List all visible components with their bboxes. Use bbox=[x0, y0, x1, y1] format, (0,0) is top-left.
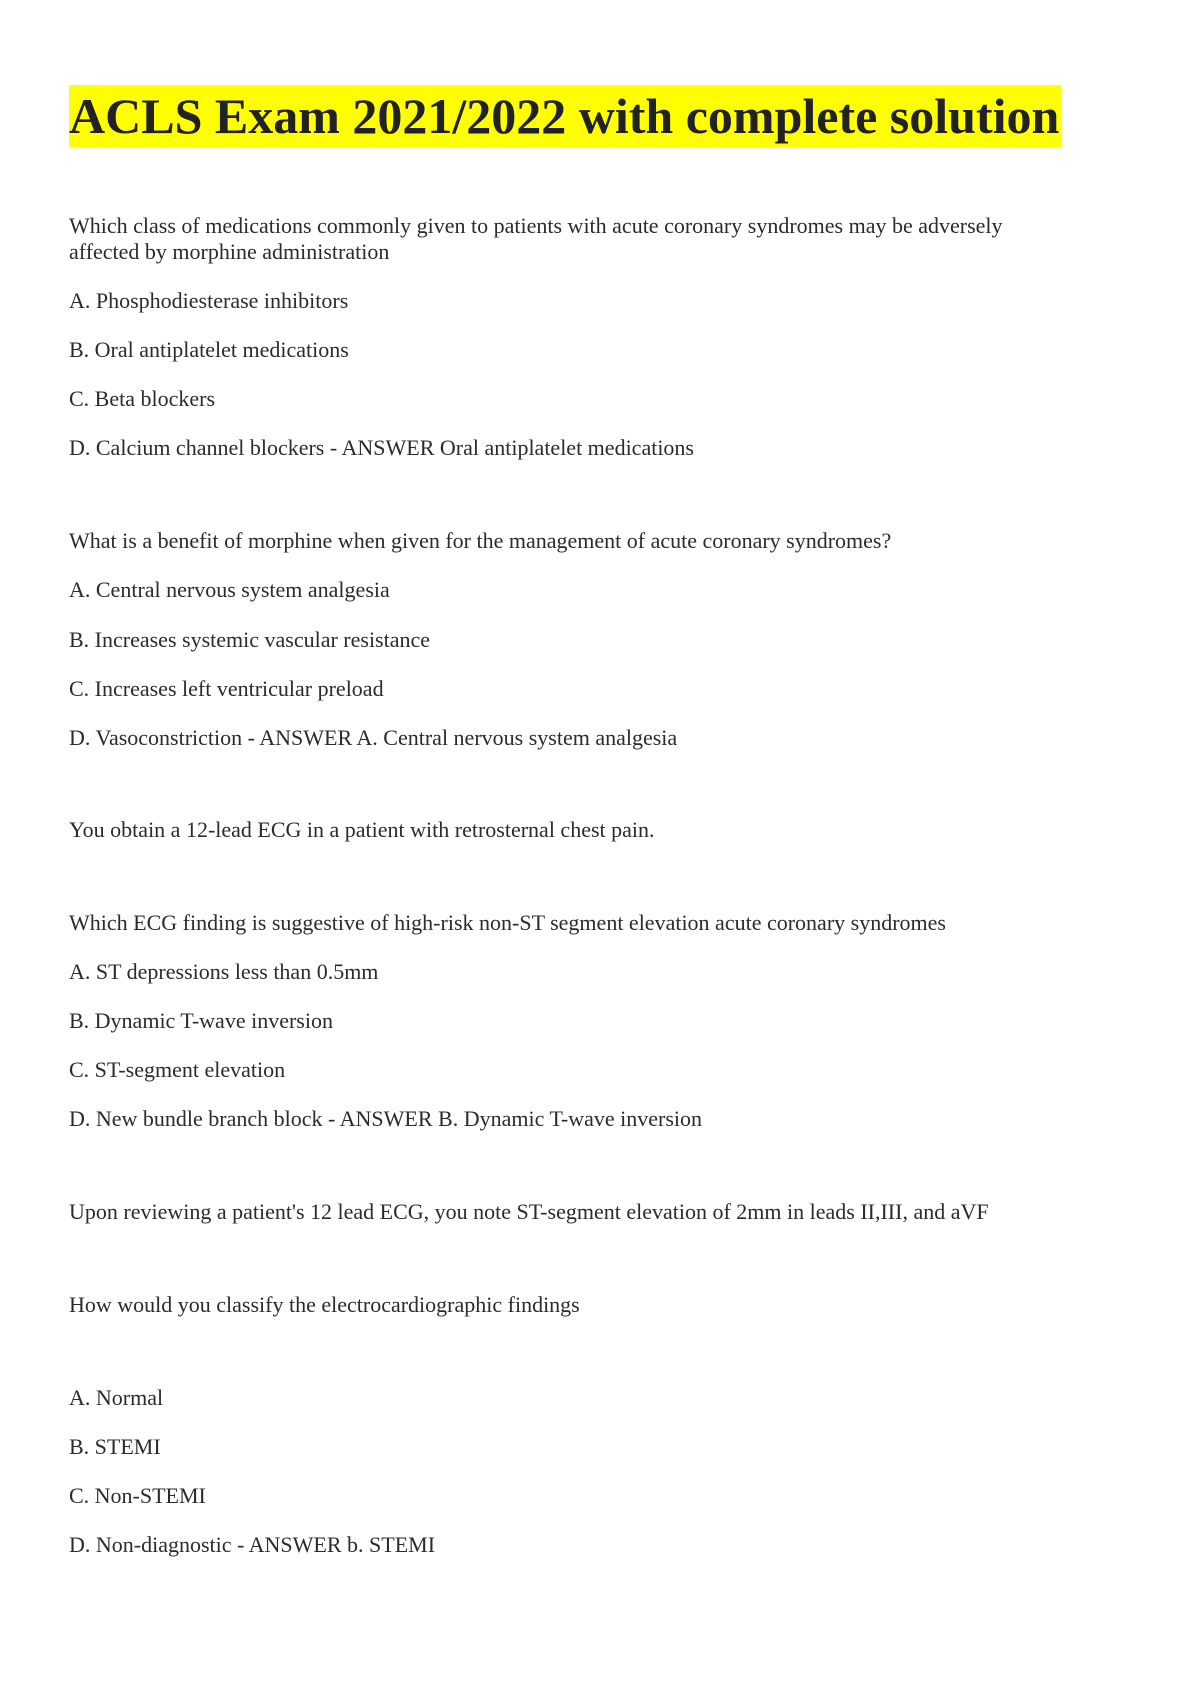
question-4-context: Upon reviewing a patient's 12 lead ECG, you note ST-segment elevation of 2mm in leads II,III, and aVF bbox=[69, 1199, 989, 1224]
question-2-stem: What is a benefit of morphine when given for the management of acute coronary syndromes? bbox=[69, 528, 892, 553]
question-2-option-b: B. Increases systemic vascular resistance bbox=[69, 627, 431, 652]
question-3-option-c: C. ST-segment elevation bbox=[69, 1057, 286, 1082]
question-4-option-b: B. STEMI bbox=[69, 1434, 161, 1459]
question-1-stem-line-2: affected by morphine administration bbox=[69, 239, 390, 264]
question-4-option-a: A. Normal bbox=[69, 1385, 164, 1410]
document-title: ACLS Exam 2021/2022 with complete solution bbox=[69, 85, 1061, 147]
question-2-option-d-answer: D. Vasoconstriction - ANSWER A. Central nervous system analgesia bbox=[69, 725, 678, 750]
question-2-option-a: A. Central nervous system analgesia bbox=[69, 577, 390, 602]
question-3-context: You obtain a 12-lead ECG in a patient with retrosternal chest pain. bbox=[69, 817, 655, 842]
question-3-stem: Which ECG finding is suggestive of high-risk non-ST segment elevation acute coronary syndromes bbox=[69, 910, 946, 935]
question-1-option-a: A. Phosphodiesterase inhibitors bbox=[69, 288, 349, 313]
question-3-option-d-answer: D. New bundle branch block - ANSWER B. Dynamic T-wave inversion bbox=[69, 1106, 702, 1131]
question-4-option-d-answer: D. Non-diagnostic - ANSWER b. STEMI bbox=[69, 1532, 436, 1557]
question-3-option-a: A. ST depressions less than 0.5mm bbox=[69, 959, 379, 984]
question-4-stem: How would you classify the electrocardiographic findings bbox=[69, 1292, 580, 1317]
question-2-option-c: C. Increases left ventricular preload bbox=[69, 676, 384, 701]
question-1-option-b: B. Oral antiplatelet medications bbox=[69, 337, 349, 362]
question-1-option-d-answer: D. Calcium channel blockers - ANSWER Oral antiplatelet medications bbox=[69, 435, 694, 460]
question-3-option-b: B. Dynamic T-wave inversion bbox=[69, 1008, 333, 1033]
question-1-option-c: C. Beta blockers bbox=[69, 386, 216, 411]
question-1-stem-line-1: Which class of medications commonly given to patients with acute coronary syndromes may be adversely bbox=[69, 213, 1003, 238]
question-4-option-c: C. Non-STEMI bbox=[69, 1483, 206, 1508]
